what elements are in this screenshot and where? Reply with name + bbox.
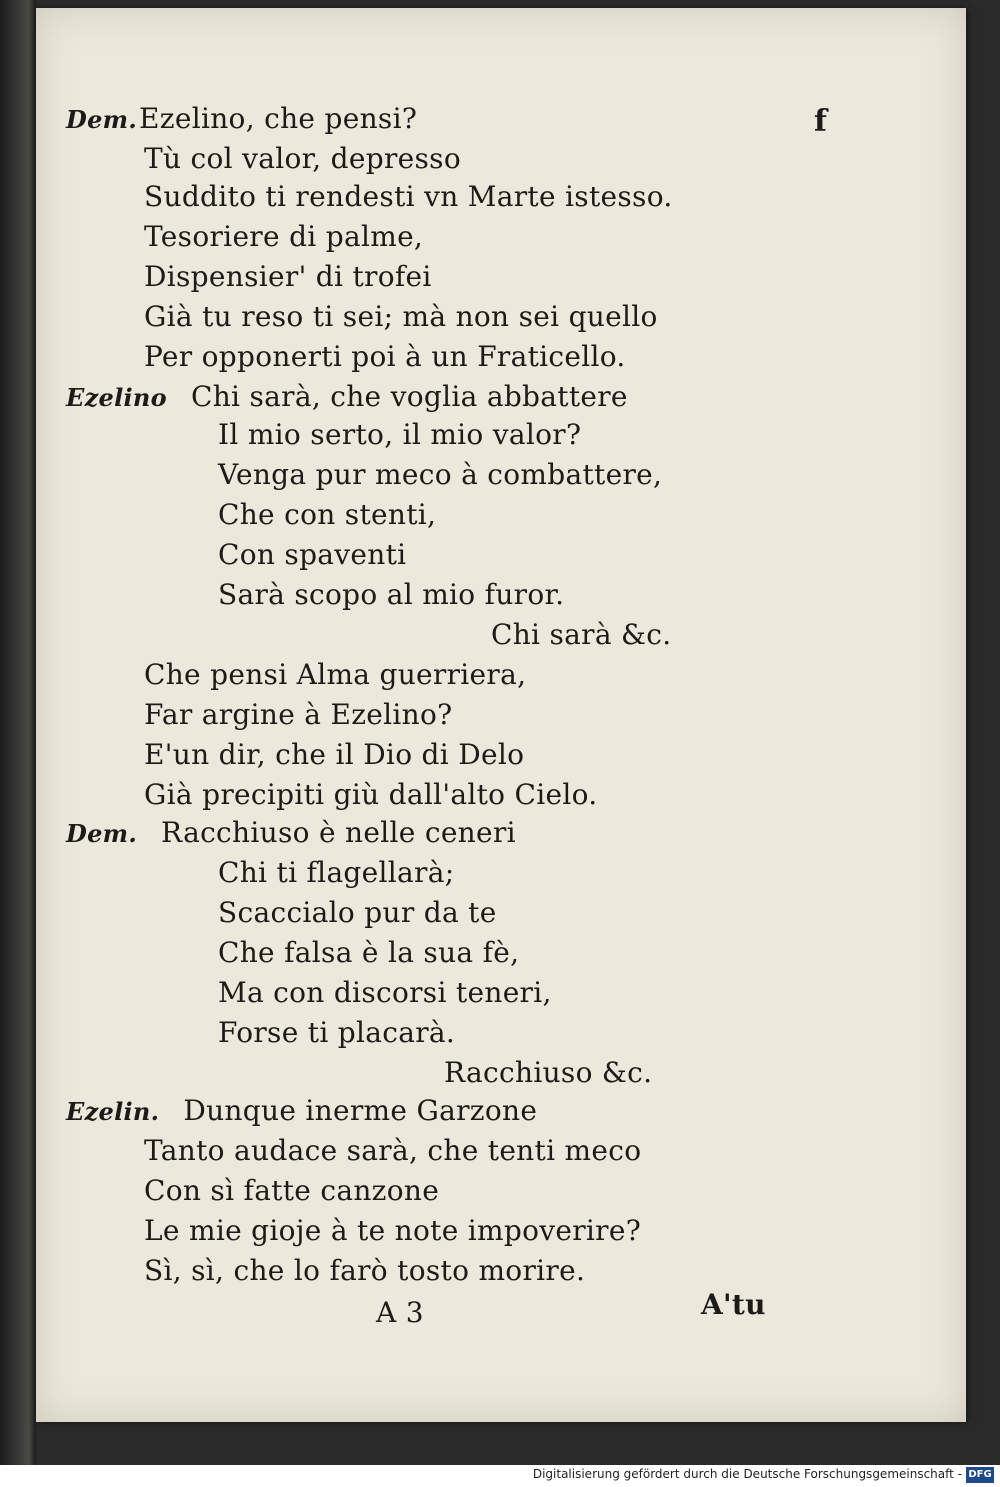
verse-line [218,896,497,930]
verse-line [66,1094,537,1129]
verse-line [144,1254,585,1288]
verse-line [144,142,461,176]
verse-text: Dunque inerme Garzone [183,1094,538,1127]
dfg-logo: DFG [966,1467,994,1483]
verse-text: Per opponerti poi à un Fraticello. [144,340,626,373]
verse-line [144,698,452,732]
verse-text: Tanto audace sarà, che tenti meco [144,1134,642,1167]
verse-line [144,260,432,294]
verse-text: Venga pur meco à combattere, [218,458,663,491]
verse-line [144,340,626,374]
verse-text: Racchiuso è nelle ceneri [161,816,516,849]
verse-line [144,1174,439,1208]
verse-text: Ezelino, che pensi? [139,102,418,135]
verse-text: Tù col valor, depresso [144,142,462,175]
verse-line [144,220,423,254]
verse-line [66,816,516,851]
digitization-credit: Digitalisierung gefördert durch die Deutsche Forschungsgemeinschaft - [532,1467,962,1481]
verse-line [491,618,671,652]
verse-line [66,102,417,137]
verse-text: Far argine à Ezelino? [144,698,453,731]
verse-text: Chi ti flagellarà; [218,856,455,889]
book-page [36,8,966,1422]
book-spine [0,0,36,1465]
page-signature: A 3 [376,1296,424,1329]
verse-line [218,538,406,572]
verse-text: Con spaventi [218,538,407,571]
verse-line [444,1056,652,1090]
verse-text: Che pensi Alma guerriera, [144,658,527,691]
signature-mark: f [814,104,827,139]
verse-text: Racchiuso &c. [444,1056,653,1089]
verse-text: Sì, sì, che lo farò tosto morire. [144,1254,586,1287]
verse-text: Già tu reso ti sei; mà non sei quello [144,300,658,333]
catchword: A'tu [701,1288,766,1321]
verse-line [66,380,628,415]
verse-line [218,856,454,890]
verse-text: Che falsa è la sua fè, [218,936,520,969]
verse-line [144,658,526,692]
verse-line [218,498,436,532]
verse-text: Forse ti placarà. [218,1016,456,1049]
speaker-label: Dem. [66,105,138,134]
verse-line [218,976,552,1010]
verse-text: Scaccialo pur da te [218,896,497,929]
verse-text: Tesoriere di palme, [144,220,424,253]
verse-text: Dispensier' di trofei [144,260,432,293]
verse-line [144,1134,641,1168]
verse-line [218,418,581,452]
speaker-label: Dem. [66,819,138,848]
speaker-label: Ezelino [66,383,167,412]
verse-text: Chi sarà, che voglia abbattere [190,380,628,413]
verse-text: Sarà scopo al mio furor. [218,578,565,611]
verse-line [218,1016,455,1050]
verse-line [144,300,658,334]
verse-text: Suddito ti rendesti vn Marte istesso. [144,180,673,213]
verse-text: Ma con discorsi teneri, [218,976,552,1009]
verse-line [144,1214,641,1248]
verse-text: E'un dir, che il Dio di Delo [144,738,525,771]
verse-line [144,180,673,214]
verse-line [144,778,597,812]
verse-line [218,458,662,492]
verse-line [218,936,519,970]
verse-text: Il mio serto, il mio valor? [218,418,582,451]
verse-text: Che con stenti, [218,498,437,531]
verse-text: Chi sarà &c. [491,618,672,651]
verse-text: Con sì fatte canzone [144,1174,440,1207]
speaker-label: Ezelin. [66,1097,160,1126]
verse-line [144,738,524,772]
verse-text: Già precipiti giù dall'alto Cielo. [144,778,598,811]
verse-line [218,578,564,612]
verse-text: Le mie gioje à te note impoverire? [144,1214,642,1247]
footer-bar [0,1465,1000,1487]
